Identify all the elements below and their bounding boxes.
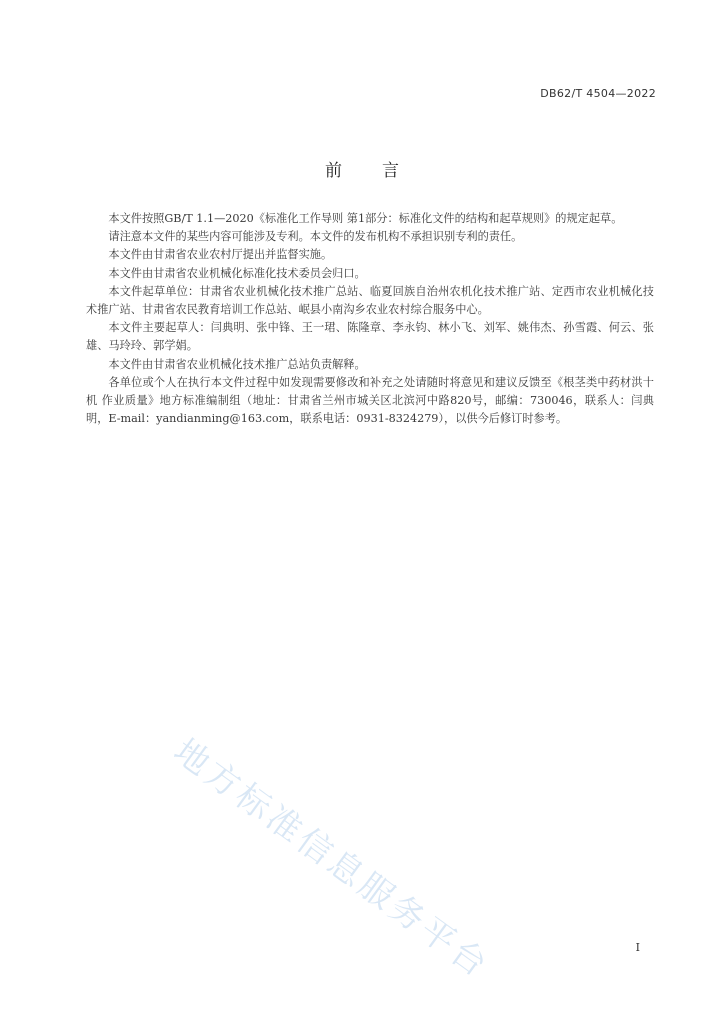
paragraph-drafting-rules: 本文件按照GB/T 1.1—2020《标准化工作导则 第1部分：标准化文件的结构和起草规则》的规定起草。 bbox=[108, 212, 623, 225]
foreword-body bbox=[86, 210, 654, 428]
paragraph-interpretation: 本文件由甘肃省农业机械化技术推广总站负责解释。 bbox=[108, 357, 366, 371]
paragraph-committee: 本文件由甘肃省农业机械化标准化技术委员会归口。 bbox=[108, 266, 366, 280]
paragraph-feedback: 各单位或个人在执行本文件过程中如发现需要修改和补充之处请随时将意见和建议反馈至《根茎类中药材洪十机 作业质量》地方标准编制组（地址：甘肃省兰州市城关区北滨河中路820号，邮编：730046，联系人：闫典明，E-mail：yandianming@163.com，联系电话：0931-8324279），以供今后修订时参考。 bbox=[86, 375, 654, 426]
paragraph-drafters: 本文件主要起草人：闫典明、张中锋、王一珺、陈隆章、李永钧、林小飞、刘军、姚伟杰、孙雪霞、何云、张雄、马玲玲、郭学娟。 bbox=[86, 321, 654, 353]
document-code: DB62/T 4504—2022 bbox=[540, 87, 656, 100]
page-number: I bbox=[635, 941, 640, 954]
page-title: 前言 bbox=[325, 161, 439, 181]
paragraph-patent-notice: 请注意本文件的某些内容可能涉及专利。本文件的发布机构不承担识别专利的责任。 bbox=[108, 230, 523, 244]
watermark-text: 地方标准信息服务平台 bbox=[166, 731, 498, 987]
paragraph-proposer: 本文件由甘肃省农业农村厅提出并监督实施。 bbox=[108, 248, 333, 262]
paragraph-drafting-units: 本文件起草单位：甘肃省农业机械化技术推广总站、临夏回族自治州农机化技术推广站、定西市农业机械化技术推广站、甘肃省农民教育培训工作总站、岷县小南沟乡农业农村综合服务中心。 bbox=[86, 284, 654, 317]
